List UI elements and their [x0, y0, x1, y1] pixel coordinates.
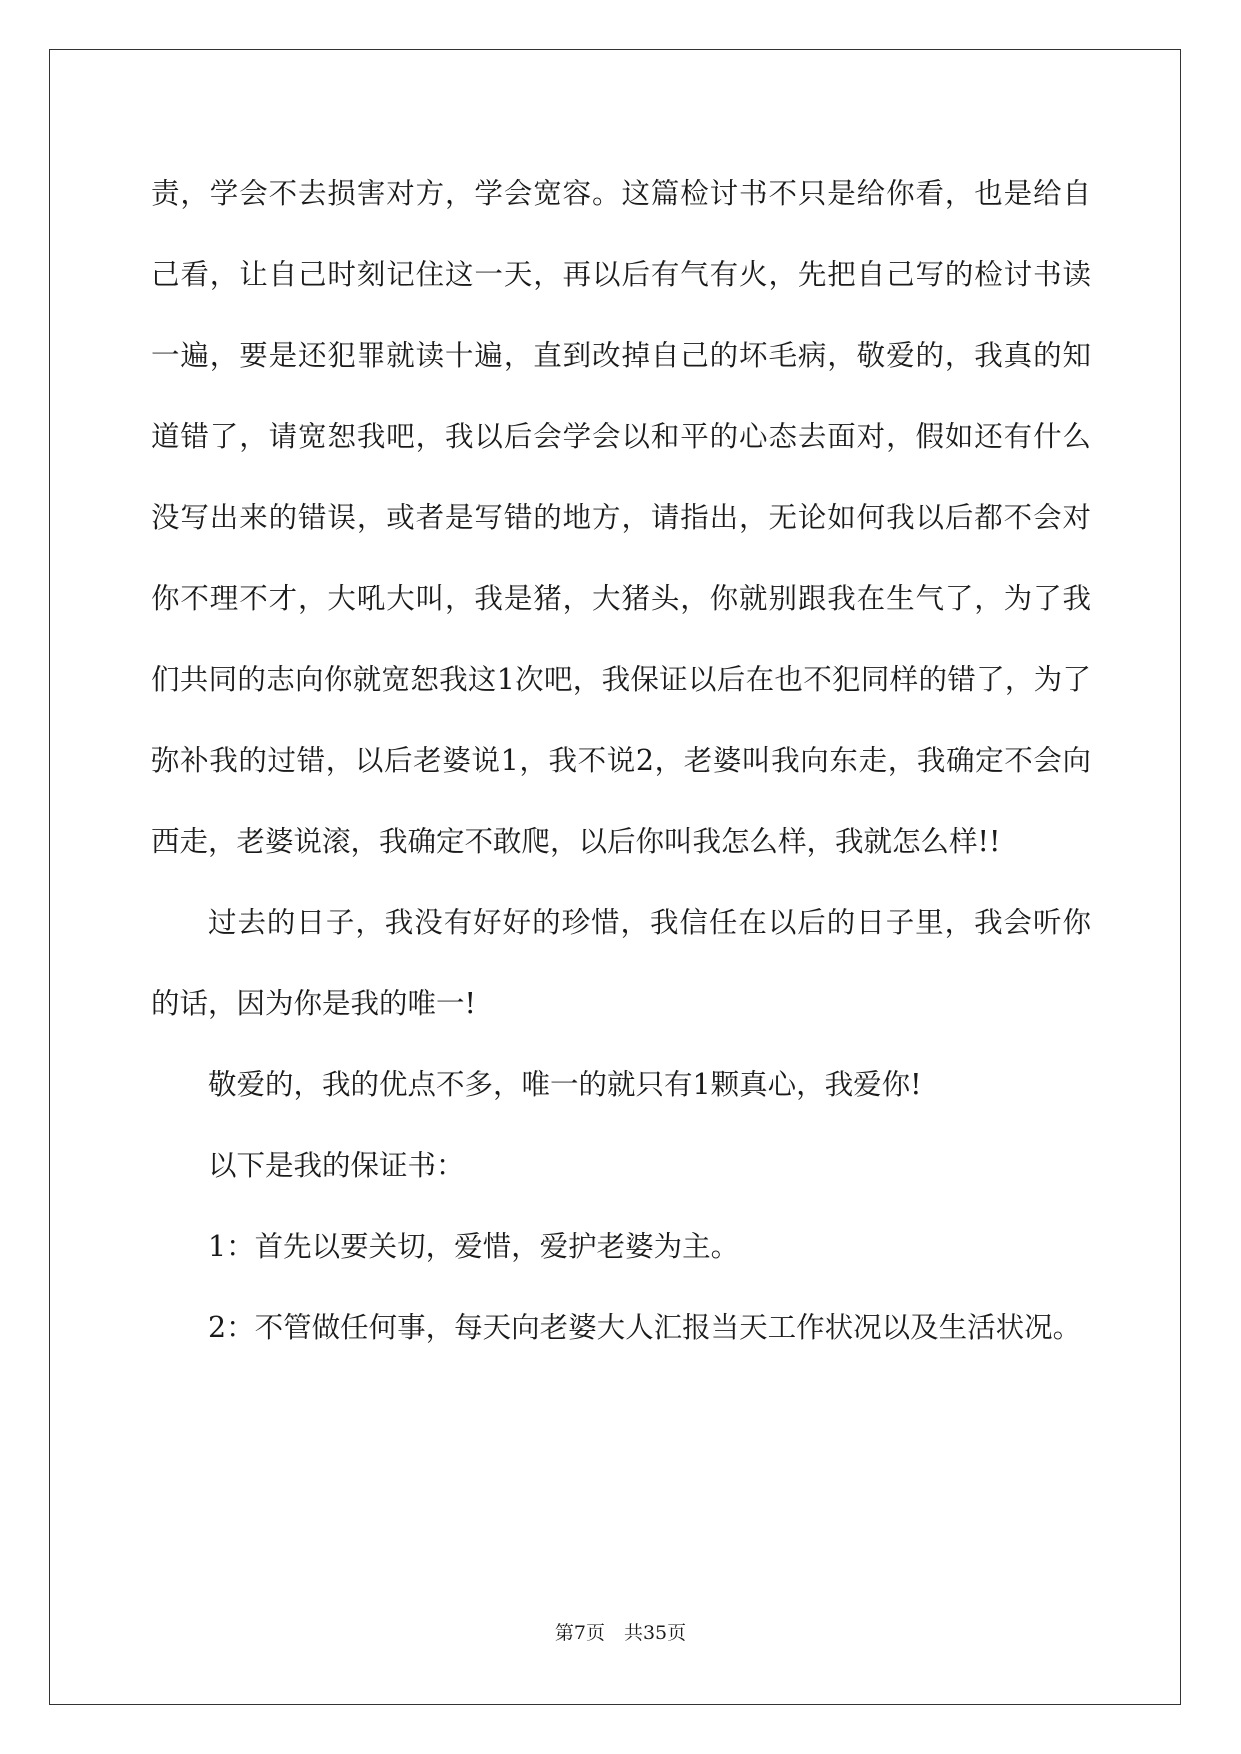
paragraph-5: 1：首先以要关切，爱惜，爱护老婆为主。: [208, 1230, 740, 1263]
paragraph-1: 责，学会不去损害对方，学会宽容。这篇检讨书不只是给你看，也是给自己看，让自己时刻记住这一天，再以后有气有火，先把自己写的检讨书读一遍，要是还犯罪就读十遍，直到改掉自己的坏毛病，敬爱的，我真的知道错了，请宽恕我吧，我以后会学会以和平的心态去面对，假如还有什么没写出来的错误，或者是写错的地方，请指出，无论如何我以后都不会对你不理不才，大吼大叫，我是猪，大猪头，你就别跟我在生气了，为了我们共同的志向你就宽恕我这1次吧，我保证以后在也不犯同样的错了，为了弥补我的过错，以后老婆说1，我不说2，老婆叫我向东走，我确定不会向西走，老婆说滚，我确定不敢爬，以后你叫我怎么样，我就怎么样!!: [151, 177, 1091, 858]
page-footer: 第7页 共35页: [554, 1622, 687, 1644]
paragraph-6: 2：不管做任何事，每天向老婆大人汇报当天工作状况以及生活状况。: [208, 1311, 1082, 1344]
paragraph-3: 敬爱的，我的优点不多，唯一的就只有1颗真心，我爱你!: [208, 1068, 922, 1101]
paragraph-2: 过去的日子，我没有好好的珍惜，我信任在以后的日子里，我会听你的话，因为你是我的唯一!: [151, 906, 1091, 1020]
document-body: [151, 153, 1091, 1368]
paragraph-4: 以下是我的保证书：: [208, 1149, 465, 1182]
